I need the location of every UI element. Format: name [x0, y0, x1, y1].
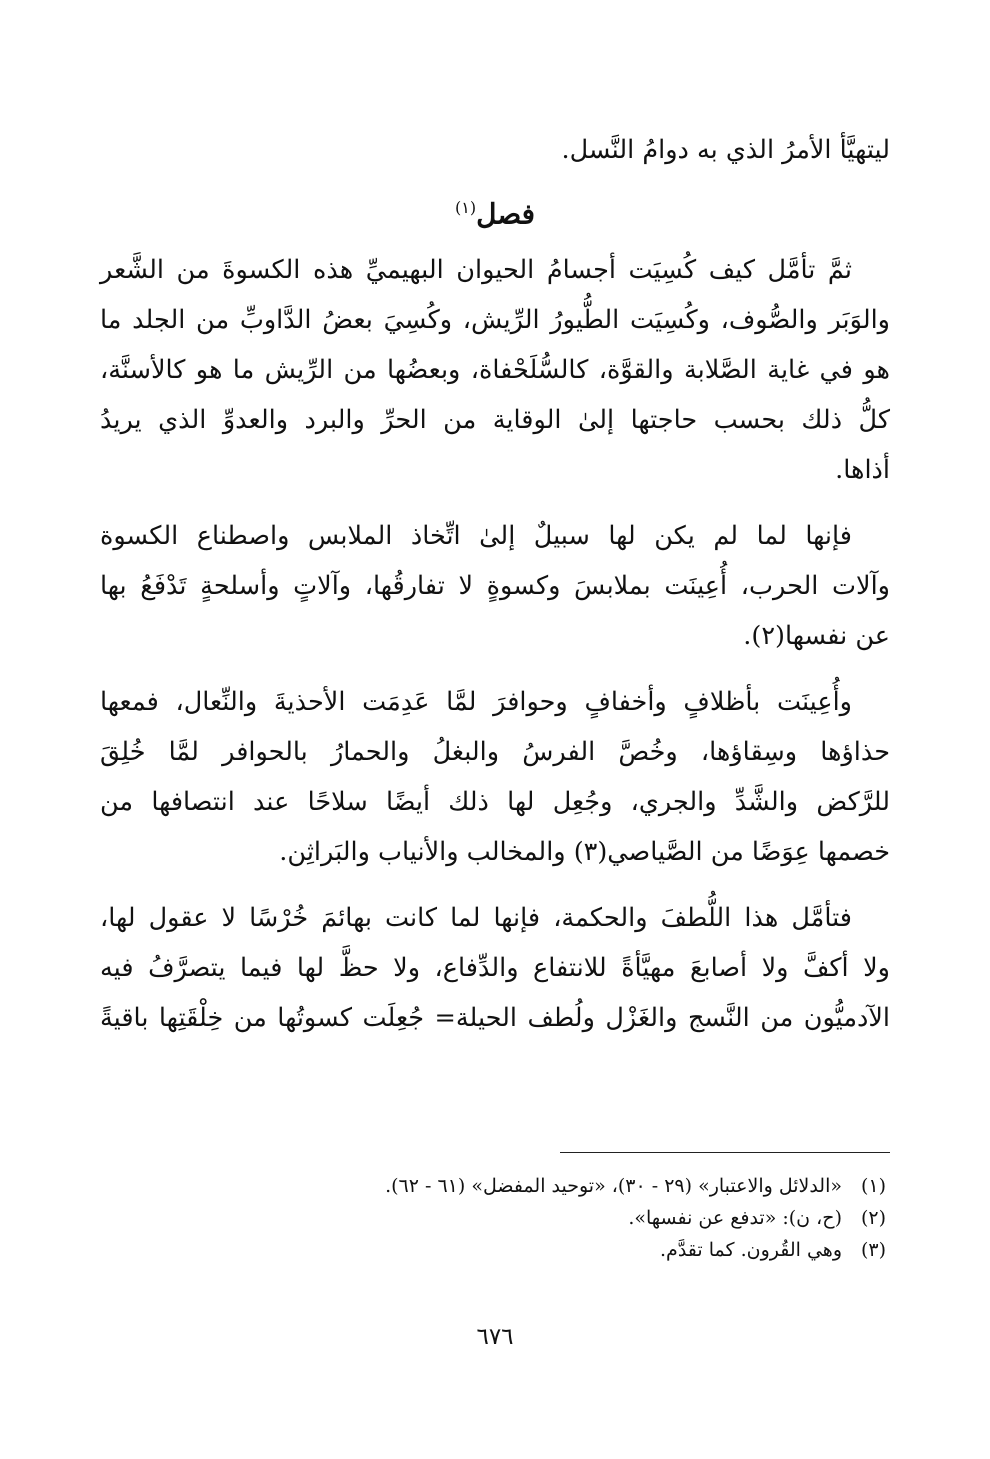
page-body [100, 125, 890, 1043]
body-line: عن نفسها(٢). [743, 621, 890, 651]
body-line: والوَبَر والصُّوف، وكُسِيَت الطُّيورُ الرِّيش، وكُسِيَ بعضُ الدَّاوبِّ من الجلد ما [100, 305, 890, 335]
paragraph [100, 245, 890, 495]
body-line: ثمَّ تأمَّل كيف كُسِيَت أجسامُ الحيوان البهيميِّ هذه الكسوةَ من الشَّعر [100, 255, 852, 285]
paragraph [100, 893, 890, 1043]
section-heading-text: فصل [476, 197, 535, 231]
footnote-3 [100, 1234, 886, 1266]
footnotes [100, 1170, 886, 1266]
footnote-number: (١) [860, 1175, 886, 1197]
paragraph [100, 511, 890, 661]
footnote-number: (٣) [860, 1239, 886, 1261]
footnote-2 [100, 1202, 886, 1234]
footnote-divider [560, 1152, 890, 1153]
body-line: ليتهيَّأ الأمرُ الذي به دوامُ النَّسل. [561, 135, 890, 165]
footnote-1 [100, 1170, 886, 1202]
body-line: وأُعِينَت بأظلافٍ وأخفافٍ وحوافرَ لمَّا عَدِمَت الأحذيةَ والنِّعال، فمعها [100, 687, 852, 717]
footnote-ref: (١) [455, 198, 477, 217]
footnote-number: (٢) [860, 1207, 886, 1229]
body-line: الآدميُّون من النَّسج والغَزْل ولُطف الحيلة= جُعِلَت كسوتُها من خِلْقَتِها باقيةً [100, 1003, 890, 1033]
body-line: كلُّ ذلك بحسب حاجتها إلىٰ الوقاية من الحرِّ والبرد والعدوِّ الذي يريدُ [100, 405, 890, 435]
body-line: هو في غاية الصَّلابة والقوَّة، كالسُّلَحْفاة، وبعضُها من الرِّيش ما هو كالأسنَّة، [100, 355, 890, 385]
section-heading [100, 175, 890, 245]
body-line: فإنها لما لم يكن لها سبيلٌ إلىٰ اتِّخاذ الملابس واصطناع الكسوة [100, 521, 852, 551]
page-number: ٦٧٦ [476, 1324, 514, 1350]
body-line: للرَّكض والشَّدِّ والجري، وجُعِل لها ذلك أيضًا سلاحًا عند انتصافها من [100, 787, 890, 817]
body-line: ولا أكفَّ ولا أصابعَ مهيَّأةً للانتفاع والدِّفاع، ولا حظَّ لها فيما يتصرَّفُ فيه [100, 953, 890, 983]
footnote-text: «الدلائل والاعتبار» (٢٩ - ٣٠)، «توحيد المفضل» (٦١ - ٦٢). [385, 1175, 842, 1197]
paragraph [100, 677, 890, 877]
body-line: أذاها. [835, 455, 890, 485]
body-line: حذاؤها وسِقاؤها، وخُصَّ الفرسُ والبغلُ والحمارُ بالحوافر لمَّا خُلِقَ [100, 737, 890, 767]
footnote-text: وهي القُرون. كما تقدَّم. [660, 1239, 842, 1261]
body-line: فتأمَّل هذا اللُّطفَ والحكمة، فإنها لما كانت بهائمَ خُرْسًا لا عقول لها، [100, 903, 852, 933]
body-line: خصمها عِوَضًا من الصَّياصي(٣) والمخالب والأنياب والبَراثِن. [279, 837, 890, 867]
footnote-text: (ح، ن): «تدفع عن نفسها». [628, 1207, 842, 1229]
body-line: وآلات الحرب، أُعِينَت بملابسَ وكسوةٍ لا تفارقُها، وآلاتٍ وأسلحةٍ تَدْفَعُ بها [100, 571, 890, 601]
